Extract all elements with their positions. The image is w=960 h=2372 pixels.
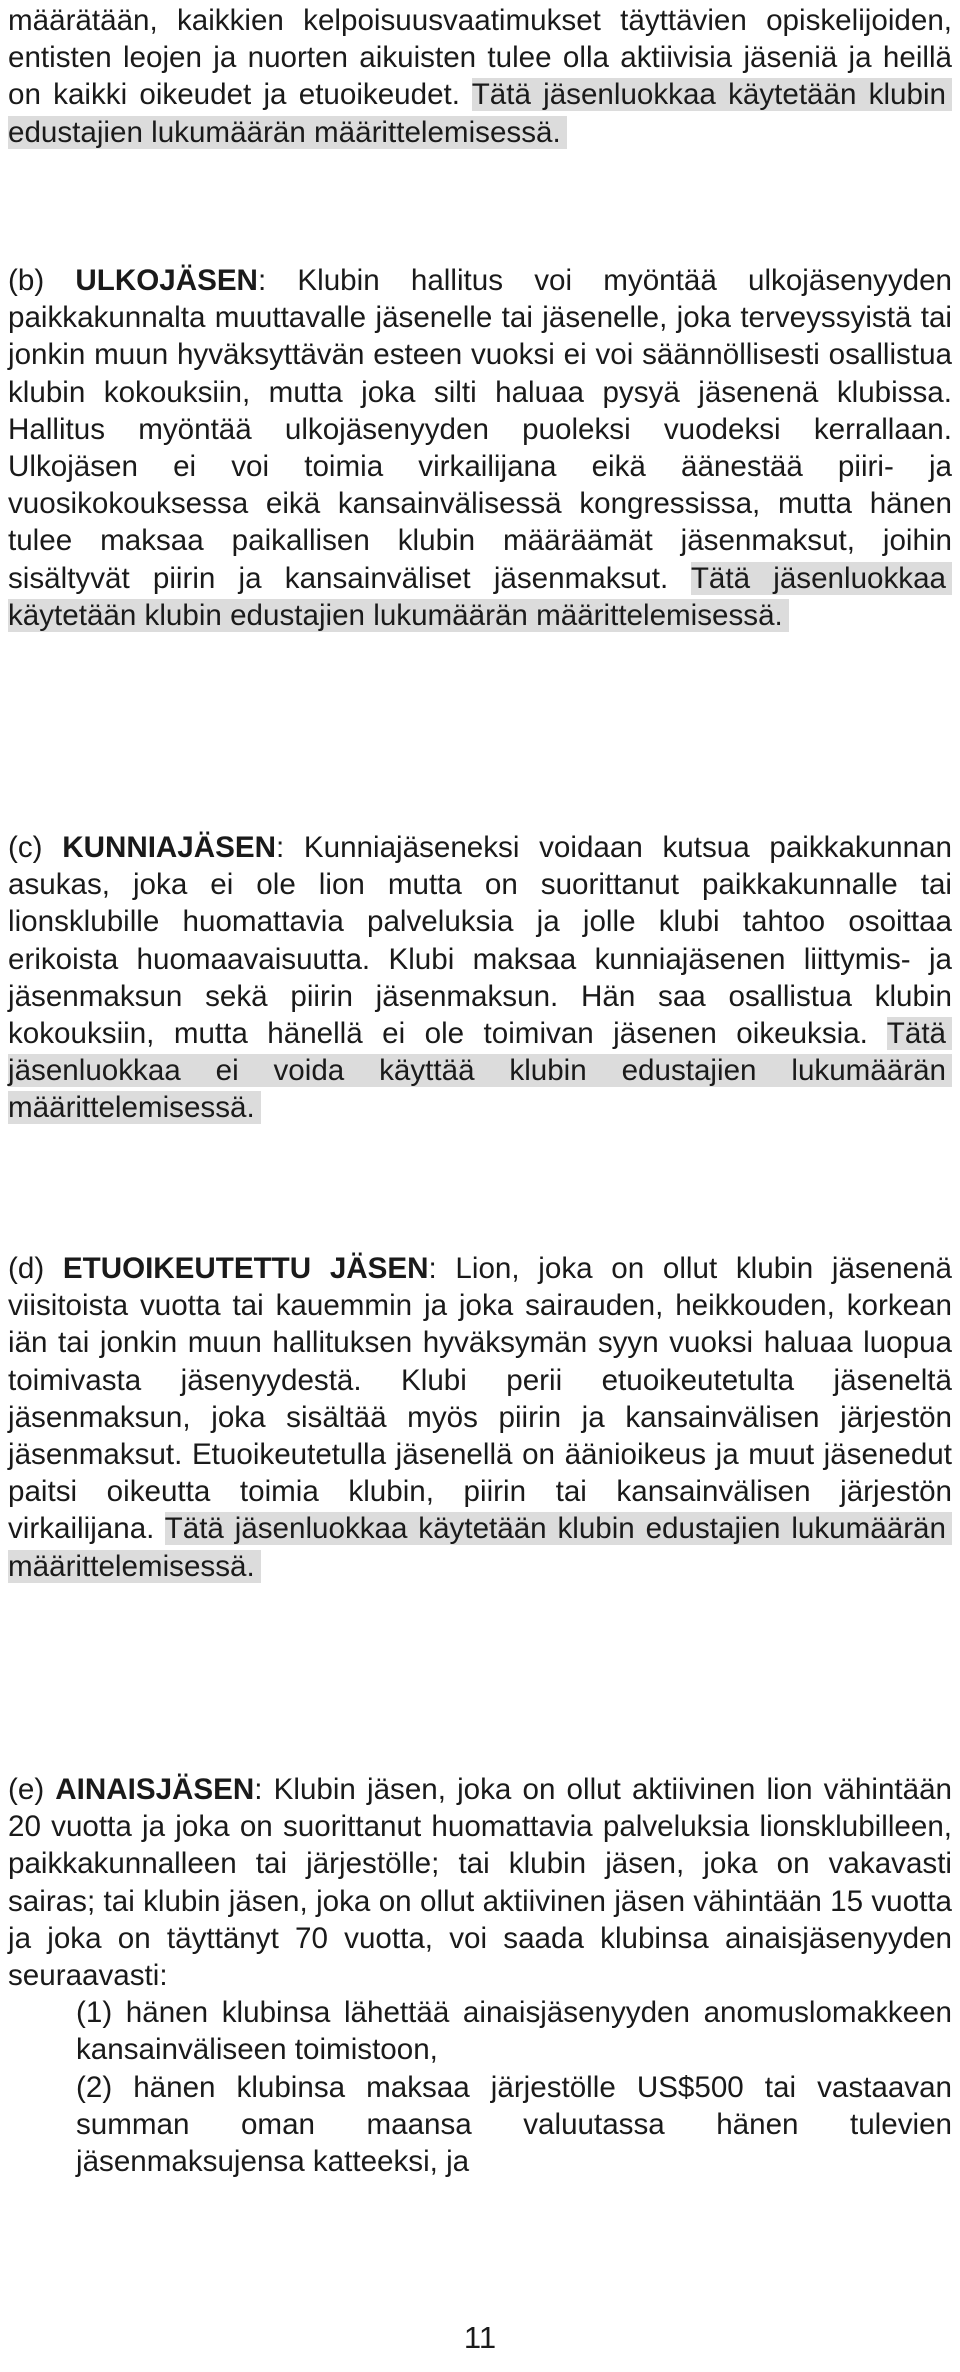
intro-paragraph (8, 2, 952, 151)
list-item: (2) hänen klubinsa maksaa järjestölle US$500 tai vastaavan summan oman maansa valuutassa hänen tulevien jäsenmaksujensa katteeksi, ja (76, 2070, 952, 2179)
section-b-ulkojasen (8, 262, 952, 634)
section-b-text (8, 262, 952, 634)
section-c-highlight: Tätä jäsenluokkaa ei voida käyttää klubin edustajien lukumäärän määrittelemisessä. (8, 1017, 952, 1124)
section-e-text (8, 1771, 952, 1994)
section-d-highlight: Tätä jäsenluokkaa käytetään klubin edustajien lukumäärän määrittelemisessä. (8, 1512, 952, 1582)
intro-highlight: Tätä jäsenluokkaa käytetään klubin edustajien lukumäärän määrittelemisessä. (8, 78, 952, 148)
section-c-term: KUNNIAJÄSEN (62, 831, 276, 864)
section-d-etuoikeutettu-jasen (8, 1250, 952, 1585)
section-e-ainaisjasen (8, 1771, 952, 2180)
section-e-marker: (e) (8, 1773, 56, 1806)
section-b-marker: (b) (8, 264, 76, 297)
section-d-body: : Lion, joka on ollut klubin jäsenenä viisitoista vuotta tai kauemmin ja joka sairauden, heikkouden, korkean iän tai jonkin muun hallituksen hyväksymän syyn vuoksi haluaa luopua toimivasta jäsenyydestä. Klubi perii etuoikeutetulta jäseneltä jäsenmaksun, joka sisältää myös piirin ja kansainvälisen järjestön jäsenmaksut. Etuoikeutetulla jäsenellä on äänioikeus ja muut jäsenedut paitsi oikeutta toimia klubin, piirin tai kansainvälisen järjestön virkailijana. (8, 1252, 953, 1546)
section-c-body: : Kunniajäseneksi voidaan kutsua paikkakunnan asukas, joka ei ole lion mutta on suorittanut paikkakunnalle tai lionsklubille huomattavia palveluksia ja jolle klubi tahtoo osoittaa erikoista huomaavaisuutta. Klubi maksaa kunniajäsenen liittymis- ja jäsenmaksun sekä piirin jäsenmaksun. Hän saa osallistua klubin kokouksiin, mutta hänellä ei ole toimivan jäsenen oikeuksia. (8, 831, 953, 1051)
intro-body: määrätään, kaikkien kelpoisuusvaatimukset täyttävien opiskelijoiden, entisten leojen ja nuorten aikuisten tulee olla aktiivisia jäseniä ja heillä on kaikki oikeudet ja etuoikeudet. (8, 4, 952, 112)
intro-text (8, 2, 952, 151)
section-c-marker: (c) (8, 831, 63, 864)
page-number: 11 (463, 2320, 497, 2355)
section-d-text (8, 1250, 952, 1585)
section-e-body: : Klubin jäsen, joka on ollut aktiivinen lion vähintään 20 vuotta ja joka on suorittanut huomattavia palveluksia lionsklubilleen, paikkakunnalleen tai järjestölle; tai klubin jäsen, joka on vakavasti sairas; tai klubin jäsen, joka on ollut aktiivinen jäsen vähintään 15 vuotta ja joka on täyttänyt 70 vuotta, voi saada klubinsa ainaisjäsenyyden seuraavasti: (8, 1773, 953, 1993)
section-d-term: ETUOIKEUTETTU JÄSEN (62, 1252, 429, 1285)
list-item: (1) hänen klubinsa lähettää ainaisjäsenyyden anomuslomakkeen kansainväliseen toimistoon, (76, 1996, 952, 2067)
section-b-term: ULKOJÄSEN (75, 264, 258, 297)
section-c-kunniajasen (8, 829, 952, 1127)
section-b-highlight: Tätä jäsenluokkaa käytetään klubin edustajien lukumäärän määrittelemisessä. (8, 562, 952, 632)
section-e-term: AINAISJÄSEN (55, 1773, 255, 1806)
section-e-list (8, 1994, 952, 2180)
section-b-body: : Klubin hallitus voi myöntää ulkojäsenyyden paikkakunnalta muuttavalle jäsenelle tai jäsenelle, joka terveyssyistä tai jonkin muun hyväksyttävän esteen vuoksi ei voi säännöllisesti osallistua klubin kokouksiin, mutta joka silti haluaa pysyä jäsenenä klubissa. Hallitus myöntää ulkojäsenyyden puoleksi vuodeksi kerrallaan. Ulkojäsen ei voi toimia virkailijana eikä äänestää piiri- ja vuosikokouksessa eikä kansainvälisessä kongressissa, mutta hänen tulee maksaa paikallisen klubin määräämät jäsenmaksut, joihin sisältyvät piirin ja kansainväliset jäsenmaksut. (8, 264, 953, 595)
section-c-text (8, 829, 952, 1127)
section-d-marker: (d) (8, 1252, 63, 1285)
